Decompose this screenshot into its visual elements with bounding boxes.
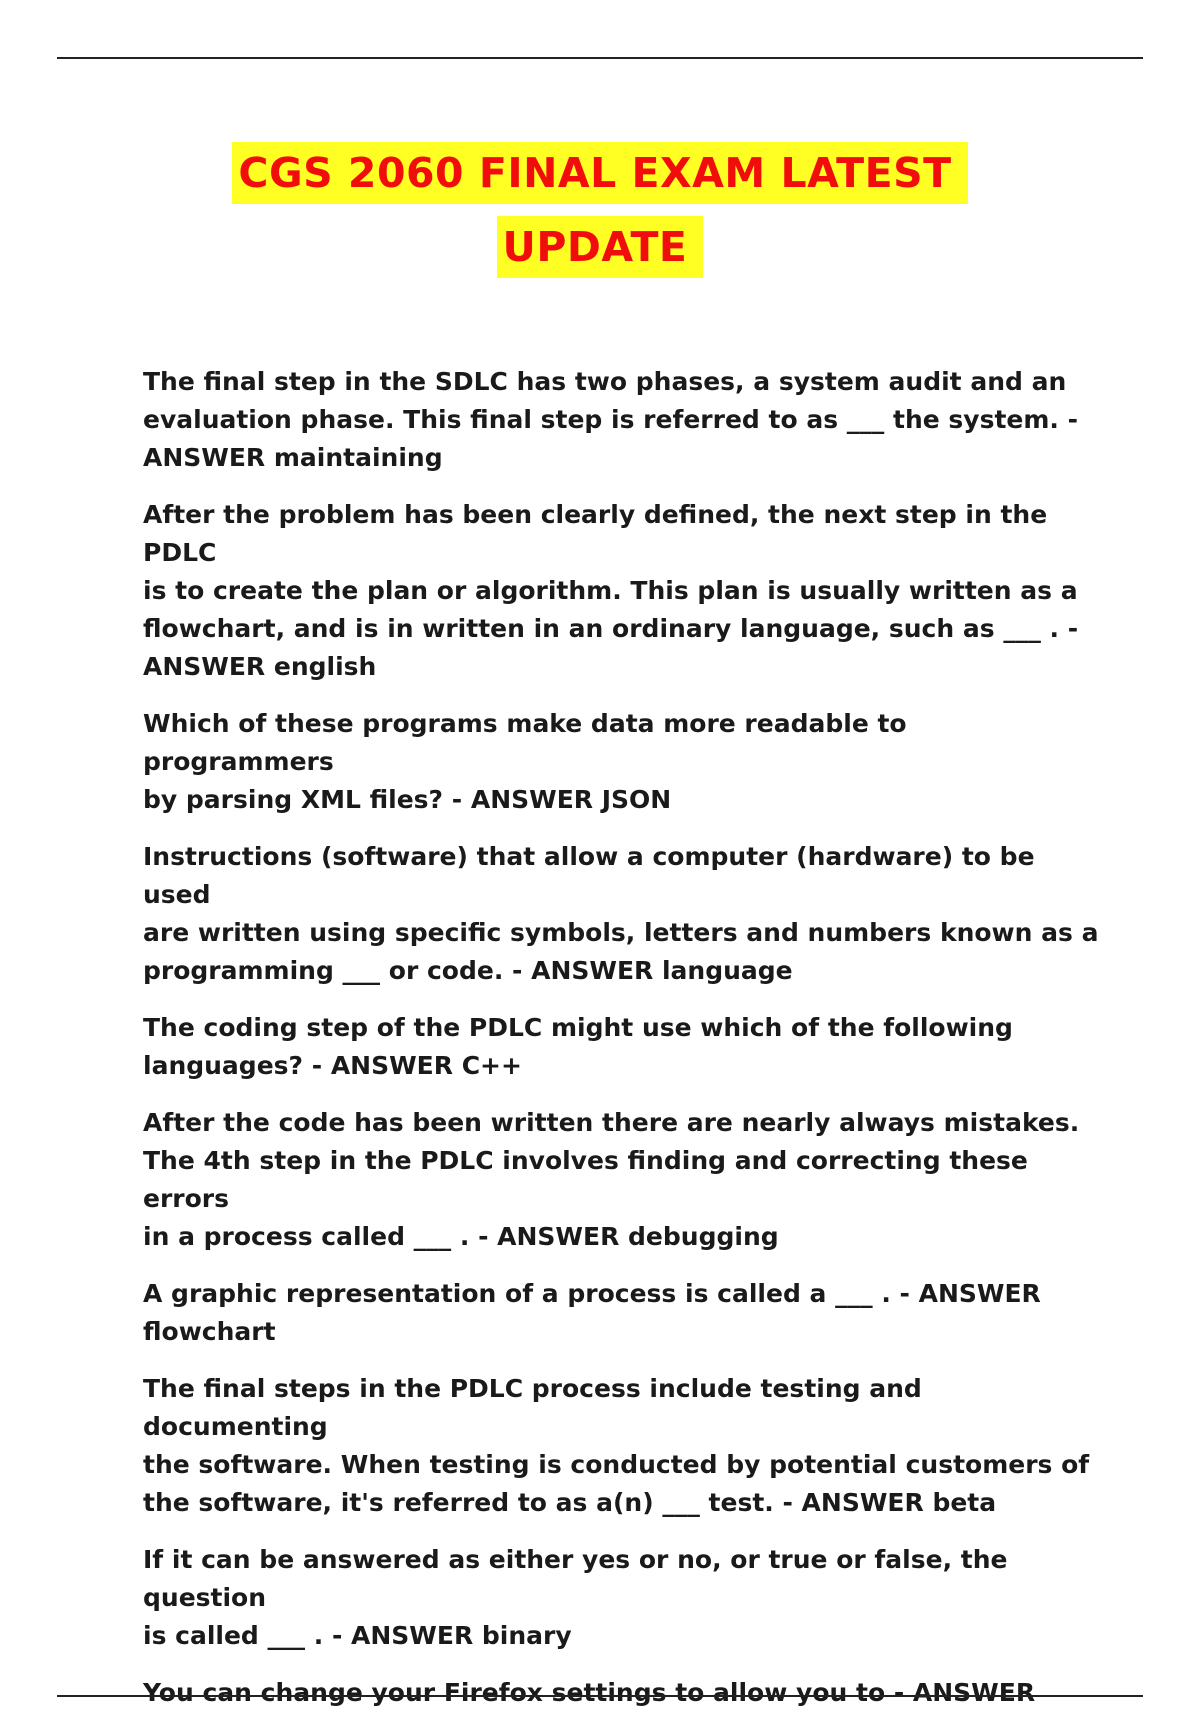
qa-item-9: If it can be answered as either yes or no, or true or false, the question is called ___ . - ANSWER binary bbox=[143, 1545, 1008, 1650]
qa-item-4: Instructions (software) that allow a computer (hardware) to be used are written using specific symbols, letters and numbers known as a programming ___ or code. - ANSWER language bbox=[143, 842, 1099, 985]
top-rule bbox=[57, 57, 1143, 59]
qa-item-10: You can change your Firefox settings to allow you to - ANSWER bbox=[143, 1678, 1036, 1707]
qa-item-6: After the code has been written there are nearly always mistakes. The 4th step in the PDLC involves finding and correcting these errors in a process called ___ . - ANSWER debugging bbox=[143, 1108, 1080, 1251]
bottom-rule bbox=[57, 1695, 1143, 1697]
qa-item-3: Which of these programs make data more readable to programmers by parsing XML files? - ANSWER JSON bbox=[143, 709, 907, 814]
document-title bbox=[0, 142, 1200, 278]
title-line-1: CGS 2060 FINAL EXAM LATEST bbox=[232, 142, 967, 204]
qa-item-1: The final step in the SDLC has two phases, a system audit and an evaluation phase. This final step is referred to as ___ the system. - ANSWER maintaining bbox=[143, 367, 1078, 472]
qa-item-8: The final steps in the PDLC process include testing and documenting the software. When testing is conducted by potential customers of the software, it's referred to as a(n) ___ test. - ANSWER beta bbox=[143, 1374, 1090, 1517]
qa-item-2: After the problem has been clearly defined, the next step in the PDLC is to create the plan or algorithm. This plan is usually written as a flowchart, and is in written in an ordinary language, such as ___ . - ANSWER english bbox=[143, 500, 1079, 681]
qa-item-5: The coding step of the PDLC might use which of the following languages? - ANSWER C++ bbox=[143, 1013, 1013, 1080]
title-line-2: UPDATE bbox=[497, 216, 704, 278]
qa-list bbox=[143, 363, 1103, 1731]
qa-item-7: A graphic representation of a process is called a ___ . - ANSWER flowchart bbox=[143, 1279, 1041, 1346]
